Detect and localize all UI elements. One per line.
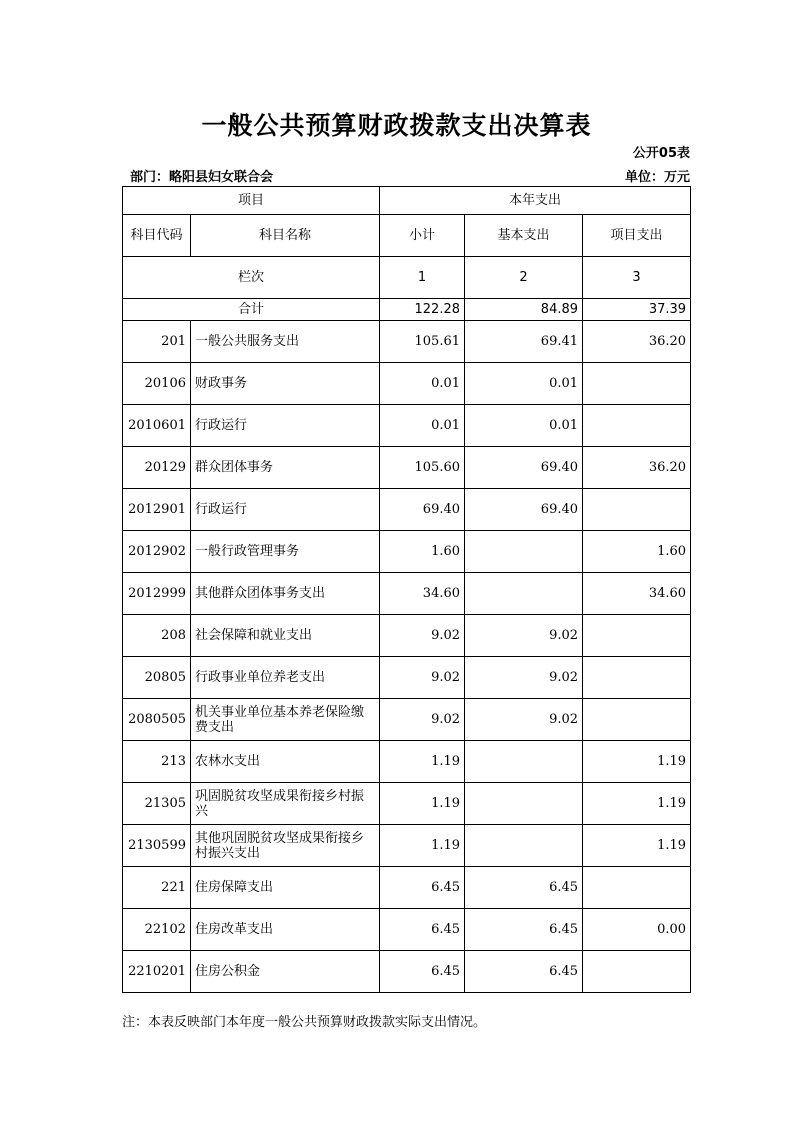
row-project [583, 489, 691, 531]
row-code: 2012999 [123, 573, 191, 615]
row-name: 行政事业单位养老支出 [191, 657, 380, 699]
table-row [123, 321, 691, 363]
form-number: 公开05表 [632, 146, 690, 161]
row-subtotal: 9.02 [380, 657, 465, 699]
table-row [123, 951, 691, 993]
row-basic: 6.45 [465, 909, 583, 951]
header-basic: 基本支出 [465, 215, 583, 257]
row-name: 住房保障支出 [191, 867, 380, 909]
row-name: 其他巩固脱贫攻坚成果衔接乡村振兴支出 [191, 825, 380, 867]
row-name: 行政运行 [191, 489, 380, 531]
row-basic: 0.01 [465, 405, 583, 447]
row-code: 2080505 [123, 699, 191, 741]
column-order-label: 栏次 [123, 257, 380, 299]
table-row [123, 657, 691, 699]
row-project: 1.19 [583, 783, 691, 825]
row-project [583, 405, 691, 447]
total-project: 37.39 [583, 299, 691, 321]
row-name: 农林水支出 [191, 741, 380, 783]
row-project: 1.19 [583, 741, 691, 783]
row-project: 0.00 [583, 909, 691, 951]
table-row [123, 531, 691, 573]
row-code: 221 [123, 867, 191, 909]
row-basic: 9.02 [465, 657, 583, 699]
row-basic [465, 573, 583, 615]
header-subtotal: 小计 [380, 215, 465, 257]
table-row [123, 741, 691, 783]
row-project: 1.60 [583, 531, 691, 573]
table-row [123, 615, 691, 657]
table-row [123, 489, 691, 531]
row-basic [465, 783, 583, 825]
table-row [123, 783, 691, 825]
footnote: 注：本表反映部门本年度一般公共预算财政拨款实际支出情况。 [122, 1015, 487, 1030]
row-name: 社会保障和就业支出 [191, 615, 380, 657]
expenditure-table [122, 186, 691, 993]
total-subtotal: 122.28 [380, 299, 465, 321]
column-2: 2 [465, 257, 583, 299]
total-label: 合计 [123, 299, 380, 321]
row-code: 2130599 [123, 825, 191, 867]
row-name: 一般公共服务支出 [191, 321, 380, 363]
table-row [123, 405, 691, 447]
row-project [583, 951, 691, 993]
header-row-1 [123, 187, 691, 215]
row-basic: 9.02 [465, 699, 583, 741]
row-name: 住房改革支出 [191, 909, 380, 951]
row-code: 21305 [123, 783, 191, 825]
row-code: 22102 [123, 909, 191, 951]
column-order-row [123, 257, 691, 299]
row-subtotal: 9.02 [380, 615, 465, 657]
page-title: 一般公共预算财政拨款支出决算表 [201, 111, 592, 140]
row-subtotal: 6.45 [380, 909, 465, 951]
row-code: 2210201 [123, 951, 191, 993]
row-project [583, 363, 691, 405]
table-row [123, 825, 691, 867]
column-1: 1 [380, 257, 465, 299]
row-code: 20129 [123, 447, 191, 489]
row-subtotal: 1.19 [380, 741, 465, 783]
header-project: 项目支出 [583, 215, 691, 257]
row-code: 208 [123, 615, 191, 657]
row-name: 财政事务 [191, 363, 380, 405]
row-subtotal: 105.60 [380, 447, 465, 489]
row-subtotal: 105.61 [380, 321, 465, 363]
row-project [583, 615, 691, 657]
row-subtotal: 0.01 [380, 363, 465, 405]
row-subtotal: 1.60 [380, 531, 465, 573]
row-basic: 69.40 [465, 489, 583, 531]
header-item: 项目 [123, 187, 380, 215]
row-project: 36.20 [583, 321, 691, 363]
row-project: 36.20 [583, 447, 691, 489]
total-basic: 84.89 [465, 299, 583, 321]
row-code: 201 [123, 321, 191, 363]
row-code: 2012901 [123, 489, 191, 531]
row-subtotal: 6.45 [380, 951, 465, 993]
row-name: 机关事业单位基本养老保险缴费支出 [191, 699, 380, 741]
row-name: 其他群众团体事务支出 [191, 573, 380, 615]
column-3: 3 [583, 257, 691, 299]
table-row [123, 447, 691, 489]
row-code: 2010601 [123, 405, 191, 447]
header-current-year: 本年支出 [380, 187, 691, 215]
row-basic [465, 741, 583, 783]
row-basic: 69.40 [465, 447, 583, 489]
row-basic: 69.41 [465, 321, 583, 363]
row-subtotal: 9.02 [380, 699, 465, 741]
total-row [123, 299, 691, 321]
department-label: 部门：略阳县妇女联合会 [130, 170, 274, 185]
row-project [583, 699, 691, 741]
unit-label: 单位：万元 [624, 170, 690, 185]
row-project: 1.19 [583, 825, 691, 867]
header-code: 科目代码 [123, 215, 191, 257]
row-subtotal: 6.45 [380, 867, 465, 909]
row-name: 行政运行 [191, 405, 380, 447]
header-row-2 [123, 215, 691, 257]
row-code: 2012902 [123, 531, 191, 573]
row-subtotal: 1.19 [380, 825, 465, 867]
table-row [123, 867, 691, 909]
row-basic [465, 825, 583, 867]
row-basic: 6.45 [465, 867, 583, 909]
row-subtotal: 69.40 [380, 489, 465, 531]
row-name: 群众团体事务 [191, 447, 380, 489]
row-name: 巩固脱贫攻坚成果衔接乡村振兴 [191, 783, 380, 825]
row-project [583, 867, 691, 909]
row-basic: 0.01 [465, 363, 583, 405]
row-code: 20106 [123, 363, 191, 405]
row-name: 一般行政管理事务 [191, 531, 380, 573]
row-subtotal: 1.19 [380, 783, 465, 825]
row-code: 213 [123, 741, 191, 783]
header-name: 科目名称 [191, 215, 380, 257]
table-row [123, 699, 691, 741]
row-code: 20805 [123, 657, 191, 699]
row-basic [465, 531, 583, 573]
row-project: 34.60 [583, 573, 691, 615]
row-subtotal: 34.60 [380, 573, 465, 615]
row-project [583, 657, 691, 699]
table-row [123, 363, 691, 405]
row-subtotal: 0.01 [380, 405, 465, 447]
row-basic: 9.02 [465, 615, 583, 657]
row-basic: 6.45 [465, 951, 583, 993]
table-row [123, 909, 691, 951]
row-name: 住房公积金 [191, 951, 380, 993]
table-row [123, 573, 691, 615]
